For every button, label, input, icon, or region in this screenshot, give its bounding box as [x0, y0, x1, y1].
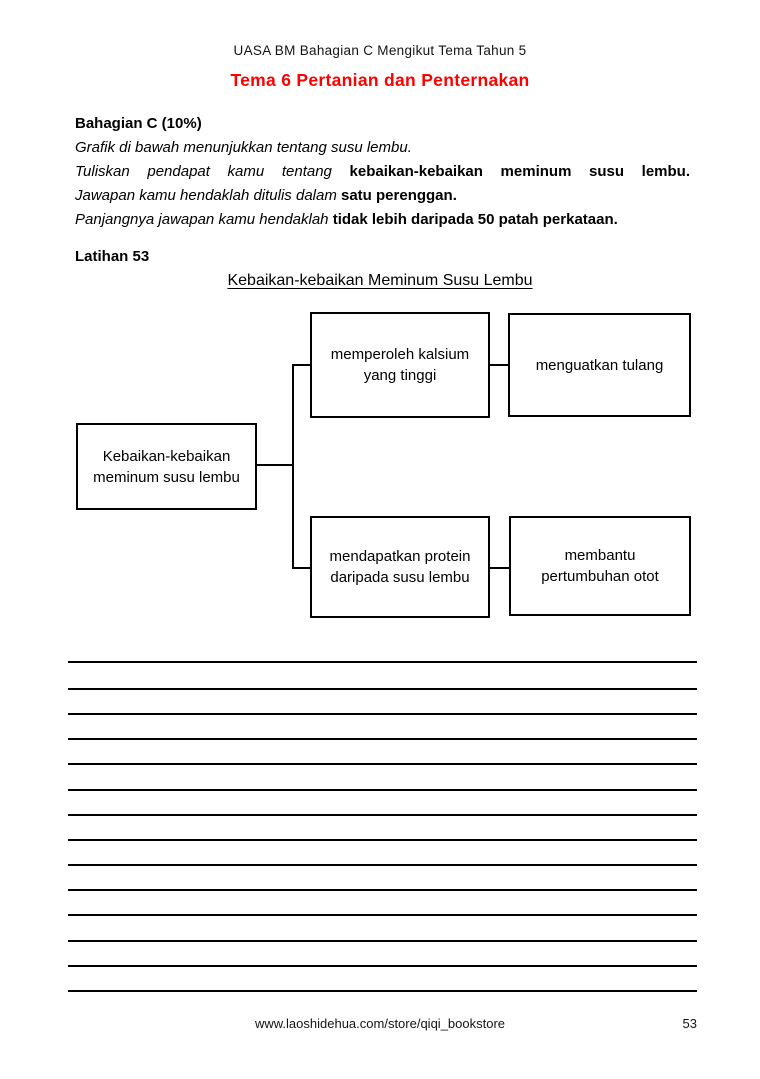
instruction-text: Jawapan kamu hendaklah ditulis dalam [75, 187, 337, 204]
box-text-line: yang tinggi [363, 367, 437, 384]
connector-line [292, 567, 310, 569]
instruction-bold-text: tidak lebih daripada 50 patah perkataan [332, 211, 614, 228]
instruction-text: Panjangnya jawapan kamu hendaklah [75, 211, 329, 228]
answer-line [68, 763, 697, 765]
diagram-cause-box [310, 516, 490, 618]
connector-line [490, 567, 509, 569]
connector-line [292, 364, 310, 366]
diagram-effect-box [509, 516, 691, 616]
section-heading: Bahagian C (10%) [75, 115, 202, 132]
diagram-effect-box [508, 313, 691, 417]
answer-line [68, 864, 697, 866]
instruction-line [75, 136, 690, 160]
instruction-period: . [685, 163, 690, 180]
instruction-text: Grafik di bawah menunjukkan tentang susu lembu. [75, 139, 412, 156]
diagram-cause-box [310, 312, 490, 418]
answer-line [68, 688, 697, 690]
diagram-heading: Kebaikan-kebaikan Meminum Susu Lembu [227, 272, 533, 289]
instruction-line [75, 184, 690, 208]
answer-line [68, 990, 697, 992]
instruction-line [75, 208, 690, 232]
box-text-line: meminum susu lembu [93, 468, 240, 486]
instruction-bold-text: kebaikan-kebaikan meminum susu lembu [349, 163, 686, 180]
instruction-text: Tuliskan pendapat kamu tentang [75, 163, 332, 180]
box-text-line: membantu [564, 547, 636, 564]
page-header-text: UASA BM Bahagian C Mengikut Tema Tahun 5 [233, 43, 527, 58]
box-text-line: memperoleh kalsium [330, 346, 470, 363]
instructions-block [75, 112, 690, 232]
answer-line [68, 738, 697, 740]
box-text-line: menguatkan tulang [535, 356, 664, 374]
answer-line [68, 789, 697, 791]
box-text-line: mendapatkan protein [329, 548, 471, 565]
diagram-root-box [76, 423, 257, 510]
instruction-period: . [452, 187, 457, 204]
box-text-line: daripada susu lembu [330, 569, 470, 586]
instruction-bold-text: satu perenggan [341, 187, 453, 204]
box-text-line: pertumbuhan otot [541, 568, 659, 585]
footer-url: www.laoshidehua.com/store/qiqi_bookstore [254, 1016, 506, 1031]
answer-line [68, 914, 697, 916]
connector-line [257, 464, 292, 466]
page-number: 53 [682, 1016, 697, 1031]
answer-line [68, 839, 697, 841]
answer-line [68, 940, 697, 942]
answer-line [68, 713, 697, 715]
connector-line [490, 364, 508, 366]
answer-line [68, 965, 697, 967]
answer-line [68, 889, 697, 891]
connector-line [292, 364, 294, 569]
exercise-label: Latihan 53 [75, 248, 150, 265]
box-text-line: Kebaikan-kebaikan [102, 447, 231, 465]
instruction-period: . [613, 211, 618, 228]
answer-line [68, 661, 697, 663]
page-title: Tema 6 Pertanian dan Penternakan [230, 70, 530, 90]
answer-line [68, 814, 697, 816]
instruction-line [75, 160, 690, 184]
